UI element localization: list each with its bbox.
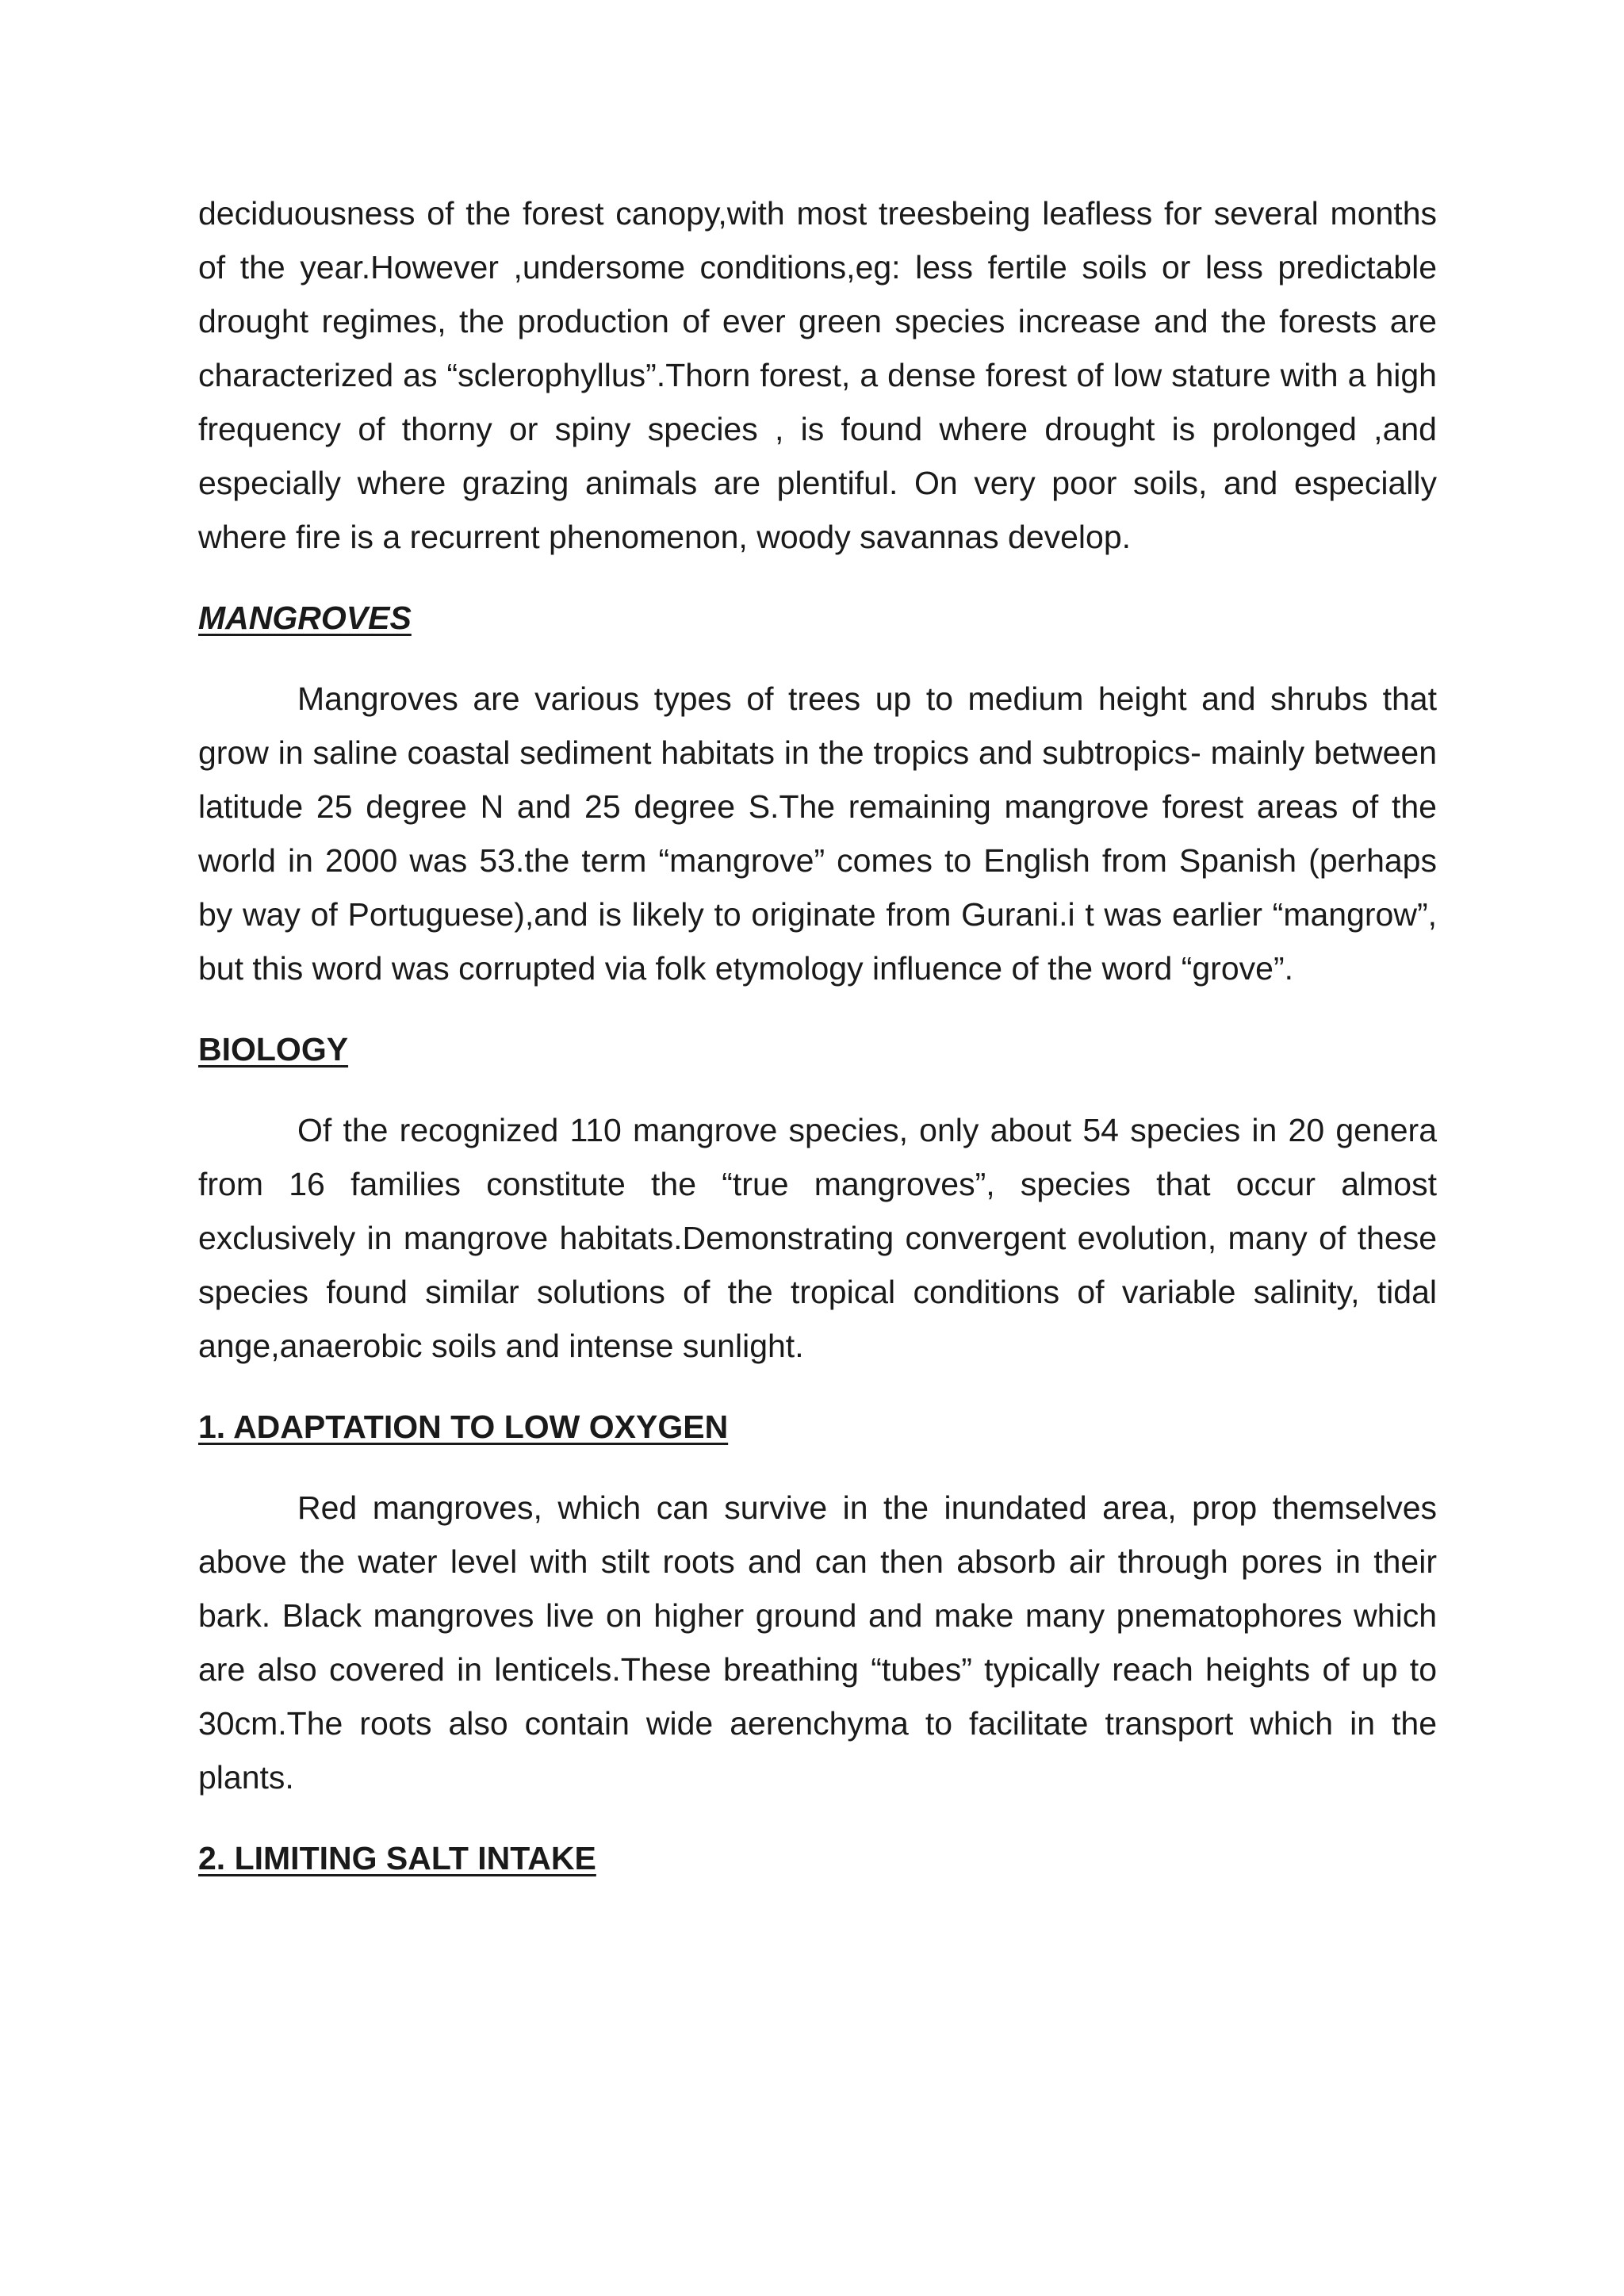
low-oxygen-paragraph: Red mangroves, which can survive in the inundated area, prop themselves above the water level with stilt roots and can then absorb air through pores in their bark. Black mangroves live on higher ground and make many pnematophores which are also covered in lenticels.These breathing “tubes” typically reach heights of up to 30cm.The roots also contain wide aerenchyma to facilitate transport which in the plants. bbox=[198, 1489, 1437, 1796]
mangroves-paragraph: Mangroves are various types of trees up to medium height and shrubs that grow in saline coastal sediment habitats in the tropics and subtropics- mainly between latitude 25 degree N and 25 degree S.The remaining mangrove forest areas of the world in 2000 was 53.the term “mangrove” comes to English from Spanish (perhaps by way of Portuguese),and is likely to originate from Gurani.i t was earlier “mangrow”, but this word was corrupted via folk etymology influence of the word “grove”. bbox=[198, 680, 1437, 987]
biology-paragraph: Of the recognized 110 mangrove species, only about 54 species in 20 genera from 16 families constitute the “true mangroves”, species that occur almost exclusively in mangrove habitats.Demonstrating convergent evolution, many of these species found similar solutions of the tropical conditions of variable salinity, tidal ange,anaerobic soils and intense sunlight. bbox=[198, 1112, 1437, 1364]
intro-paragraph: deciduousness of the forest canopy,with most treesbeing leafless for several months of the year.However ,undersome conditions,eg: less fertile soils or less predictable drought regimes, the production of ever green species increase and the forests are characterized as “sclerophyllus”.Thorn forest, a dense forest of low stature with a high frequency of thorny or spiny species , is found where drought is prolonged ,and especially where grazing animals are plentiful. On very poor soils, and especially where fire is a recurrent phenomenon, woody savannas develop. bbox=[198, 195, 1437, 555]
salt-intake-heading: 2. LIMITING SALT INTAKE bbox=[198, 1840, 596, 1876]
mangroves-heading: MANGROVES bbox=[198, 600, 412, 636]
biology-heading: BIOLOGY bbox=[198, 1031, 349, 1068]
low-oxygen-heading: 1. ADAPTATION TO LOW OXYGEN bbox=[198, 1409, 729, 1445]
document-page bbox=[198, 186, 1437, 1912]
